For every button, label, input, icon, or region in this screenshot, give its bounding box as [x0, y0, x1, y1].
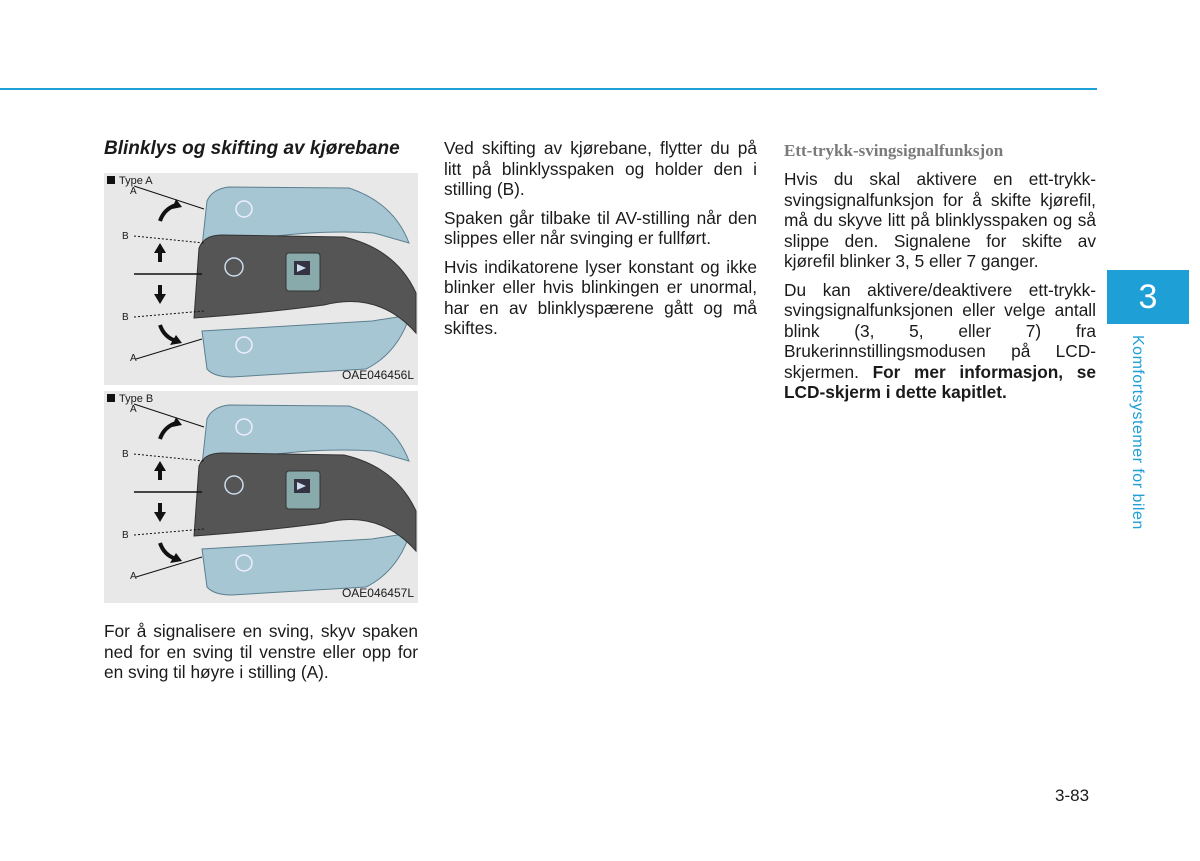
figure-type-text: Type A	[119, 175, 153, 187]
position-label: A	[130, 404, 137, 415]
figure-type-b	[104, 391, 418, 603]
chapter-title: Komfortsystemer for bilen	[1129, 335, 1146, 530]
cross-reference: For mer informasjon, se LCD-skjerm i dette kapitlet.	[784, 361, 1096, 402]
paragraph	[784, 280, 1096, 403]
position-label: A	[130, 353, 137, 364]
lever-illustration-a	[104, 173, 418, 385]
paragraph: Hvis indikatorene lyser konstant og ikke blinker eller hvis blinkingen er unormal, har en av blinklyspærene gått og må skiftes.	[444, 256, 757, 338]
paragraph: Hvis du skal aktivere en ett-trykk-svingsignalfunksjon for å skifte kjørefil, må du skyve litt på blinklysspaken og så slippe den. Signalene for skifte av kjørefil blinker 3, 5 eller 7 ganger.	[784, 169, 1096, 271]
position-label: B	[122, 530, 129, 541]
figure-type-a	[104, 173, 418, 385]
column-left	[104, 138, 418, 691]
bullet-square-icon	[107, 394, 115, 402]
top-rule	[0, 88, 1097, 90]
lever-illustration-b	[104, 391, 418, 603]
column-middle	[444, 138, 757, 347]
paragraph-text: Du kan aktivere/deaktivere ett-trykk-svingsignalfunksjonen eller velge antall blink (3, 5, eller 7) fra Brukerinnstillingsmodusen på LCD-skjermen.	[784, 279, 1096, 382]
chapter-number-tab: 3	[1107, 270, 1189, 324]
paragraph: Spaken går tilbake til AV-stilling når den slippes eller når svinging er fullført.	[444, 207, 757, 248]
figure-code: OAE046456L	[341, 368, 414, 382]
caption-paragraph: For å signalisere en sving, skyv spaken ned for en sving til venstre eller opp for en sving til høyre i stilling (A).	[104, 621, 418, 682]
bullet-square-icon	[107, 176, 115, 184]
subsection-heading: Ett-trykk-svingsignalfunksjon	[784, 141, 1004, 160]
position-label: A	[130, 186, 137, 197]
column-right	[784, 138, 1096, 411]
position-label: B	[122, 312, 129, 323]
position-label: B	[122, 231, 129, 242]
section-heading: Blinklys og skifting av kjørebane	[104, 138, 400, 159]
position-label: B	[122, 449, 129, 460]
figure-code: OAE046457L	[341, 586, 414, 600]
position-label: A	[130, 571, 137, 582]
paragraph: Ved skifting av kjørebane, flytter du på litt på blinklysspaken og holder den i stilling (B).	[444, 138, 757, 199]
page-number: 3-83	[1055, 786, 1090, 805]
figure-type-text: Type B	[119, 393, 154, 405]
